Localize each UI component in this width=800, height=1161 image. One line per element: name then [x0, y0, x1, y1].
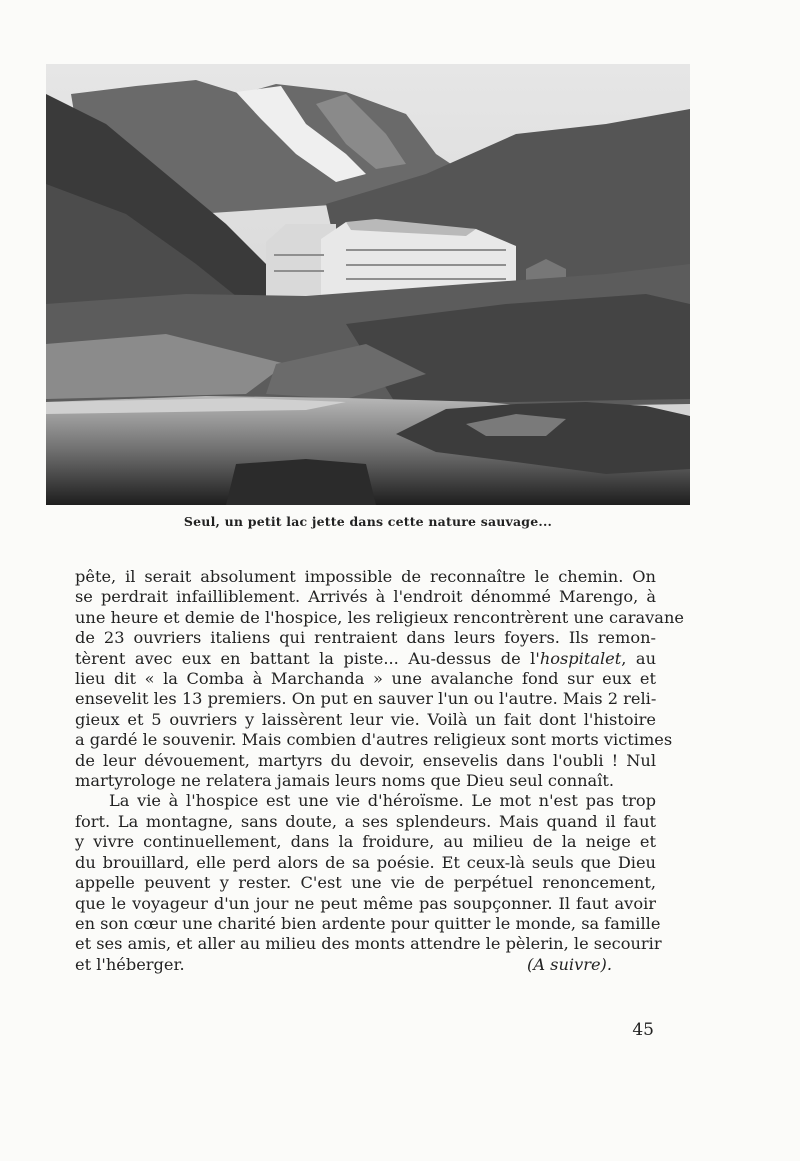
text-line: et ses amis, et aller au milieu des monts attendre le pèlerin, le secourir: [75, 934, 662, 954]
text-line: y vivre continuellement, dans la froidure, au milieu de la neige et: [75, 832, 656, 852]
text-segment: tèrent avec eux en battant la piste... Au-dessus de l': [75, 648, 540, 668]
text-segment: et l'héberger.: [75, 954, 185, 974]
text-line: en son cœur une charité bien ardente pour quitter le monde, sa famille: [75, 913, 661, 933]
text-line: fort. La montagne, sans doute, a ses splendeurs. Mais quand il faut: [75, 811, 656, 831]
page-number: 45: [632, 1020, 654, 1040]
text-line: de leur dévouement, martyrs du devoir, ensevelis dans l'oubli ! Nul: [75, 750, 656, 770]
text-line: martyrologe ne relatera jamais leurs noms que Dieu seul connaît.: [75, 771, 615, 791]
article-text: [75, 567, 684, 975]
text-line: a gardé le souvenir. Mais combien d'autres religieux sont morts victimes: [75, 730, 673, 750]
text-line: pête, il serait absolument impossible de reconnaître le chemin. On: [75, 567, 656, 586]
text-line: se perdrait infailliblement. Arrivés à l'endroit dénommé Marengo, à: [75, 587, 656, 607]
text-line: [75, 649, 656, 669]
text-segment: , au: [621, 648, 657, 668]
text-line: lieu dit « la Comba à Marchanda » une avalanche fond sur eux et: [75, 669, 656, 689]
text-line-closing: [75, 955, 656, 975]
mountain-hospice-photo: [46, 64, 690, 505]
text-line: La vie à l'hospice est une vie d'héroïsme. Le mot n'est pas trop: [109, 791, 656, 811]
text-line: que le voyageur d'un jour ne peut même pas soupçonner. Il faut avoir: [75, 893, 656, 913]
photo-caption: Seul, un petit lac jette dans cette nature sauvage...: [183, 514, 553, 529]
italic-term: hospitalet: [539, 648, 622, 668]
text-line: du brouillard, elle perd alors de sa poésie. Et ceux-là seuls que Dieu: [75, 852, 656, 872]
text-line: une heure et demie de l'hospice, les religieux rencontrèrent une caravane: [75, 607, 684, 627]
text-line: ensevelit les 13 premiers. On put en sauver l'un ou l'autre. Mais 2 reli-: [75, 689, 657, 709]
text-line: de 23 ouvriers italiens qui rentraient dans leurs foyers. Ils remon-: [75, 628, 656, 648]
to-be-continued: (A suivre).: [527, 954, 612, 974]
text-line: gieux et 5 ouvriers y laissèrent leur vie. Voilà un fait dont l'histoire: [75, 709, 656, 729]
text-line: appelle peuvent y rester. C'est une vie de perpétuel renoncement,: [75, 873, 656, 893]
